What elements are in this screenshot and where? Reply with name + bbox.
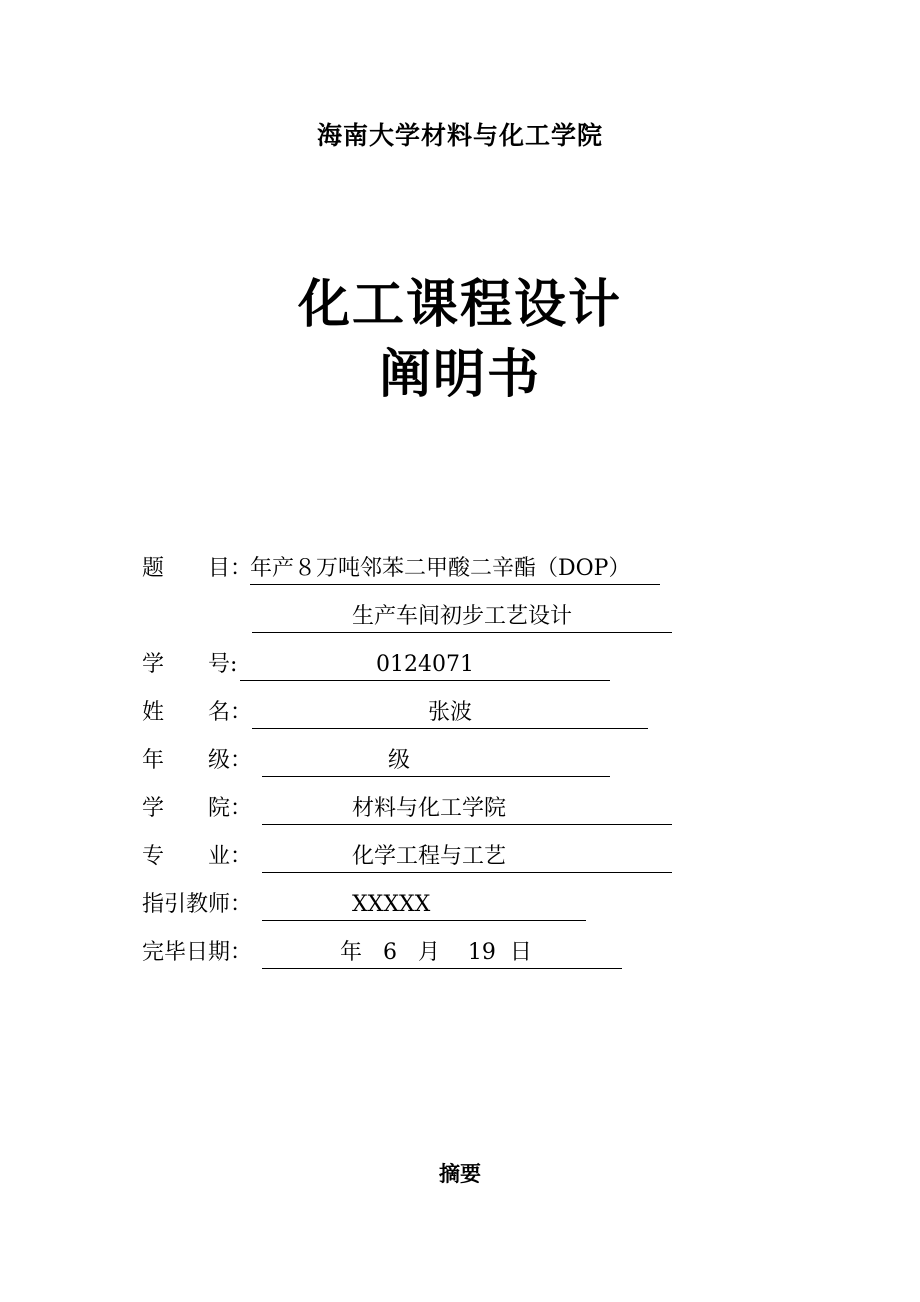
topic-row: [0, 554, 920, 588]
name-row: [0, 698, 920, 732]
college-label: 学 院：: [142, 796, 253, 821]
student-id-text: 0124071: [376, 652, 474, 677]
advisor-label: 指引教师：: [142, 892, 253, 917]
major-row: [0, 842, 920, 876]
grade-text: 级: [388, 748, 411, 773]
major-label: 专 业：: [142, 844, 253, 869]
college-row: [0, 794, 920, 828]
student-id-row: [0, 650, 920, 684]
topic-value-text: 年产８万吨邻苯二甲酸二辛酯（DOP）: [250, 556, 631, 581]
topic-value-text-2: 生产车间初步工艺设计: [351, 604, 572, 629]
college-value: [262, 794, 672, 825]
college-text: 材料与化工学院: [352, 796, 507, 821]
topic-label: 题 目：: [142, 556, 253, 581]
topic-value-line1: [250, 554, 660, 585]
advisor-text: XXXXX: [352, 892, 431, 917]
advisor-value: [262, 890, 586, 921]
date-value: [262, 938, 622, 969]
major-value: [262, 842, 672, 873]
advisor-row: [0, 890, 920, 924]
document-title: 化工课程设计: [297, 274, 622, 335]
student-id-label: 学 号:: [142, 652, 238, 677]
major-text: 化学工程与工艺: [352, 844, 507, 869]
name-value: [252, 698, 648, 729]
date-row: [0, 938, 920, 972]
abstract-heading: 摘要: [439, 1161, 481, 1186]
date-label: 完毕日期：: [142, 940, 253, 965]
topic-value-line2: [252, 602, 672, 633]
document-subtitle: 阐明书: [378, 344, 541, 405]
grade-value: [262, 746, 610, 777]
grade-row: [0, 746, 920, 780]
topic-row-continued: [0, 602, 920, 636]
name-label: 姓 名：: [142, 700, 253, 725]
grade-label: 年 级：: [142, 748, 253, 773]
institution-name: 海南大学材料与化工学院: [316, 121, 603, 150]
date-text: 年 6 月 19 日: [340, 940, 532, 965]
name-text: 张波: [427, 700, 472, 725]
student-id-value: [240, 650, 610, 681]
